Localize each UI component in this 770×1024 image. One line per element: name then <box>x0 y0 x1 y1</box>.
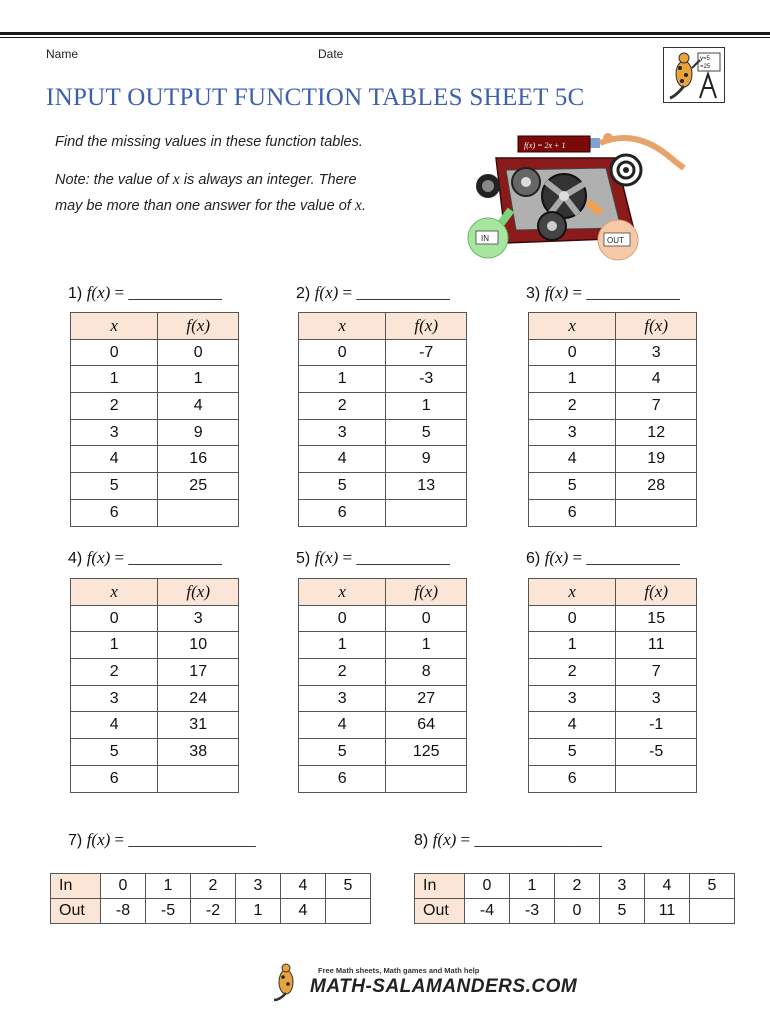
input-cell: 4 <box>281 874 326 899</box>
instruction-note <box>55 167 366 219</box>
output-cell: 7 <box>616 393 697 420</box>
table-row <box>529 685 697 712</box>
input-cell: 3 <box>71 419 158 446</box>
input-cell: 2 <box>191 874 236 899</box>
answer-blank[interactable]: = ___________ <box>338 283 450 302</box>
table-row <box>529 632 697 659</box>
header-x: x <box>71 579 158 606</box>
input-cell: 3 <box>529 685 616 712</box>
output-cell: 4 <box>158 393 239 420</box>
input-cell: 4 <box>529 446 616 473</box>
input-cell: 1 <box>299 632 386 659</box>
footer-logo <box>270 962 578 1002</box>
table-row <box>299 605 467 632</box>
input-cell: 1 <box>510 874 555 899</box>
table-header-row <box>529 579 697 606</box>
output-cell: 15 <box>616 605 697 632</box>
question-number: 8) <box>414 832 429 849</box>
table-row <box>299 632 467 659</box>
salamander-logo <box>663 47 725 103</box>
table-row <box>71 712 239 739</box>
table-header-row <box>529 313 697 340</box>
input-cell: 4 <box>299 446 386 473</box>
table-header-row <box>71 313 239 340</box>
function-notation: f(x) <box>544 283 569 302</box>
engine-gear-icon <box>512 168 540 196</box>
output-cell: 1 <box>386 632 467 659</box>
input-cell: 4 <box>529 712 616 739</box>
table-row <box>299 739 467 766</box>
output-cell: 0 <box>386 605 467 632</box>
function-notation: f(x) <box>86 830 111 849</box>
input-cell: 0 <box>71 339 158 366</box>
input-cell: 5 <box>299 473 386 500</box>
input-cell: 5 <box>326 874 371 899</box>
machine-formula: f(x) = 2x + 1 <box>524 141 566 150</box>
table-row <box>71 339 239 366</box>
output-cell: 17 <box>158 659 239 686</box>
input-cell: 3 <box>299 419 386 446</box>
note-text: may be more than one answer for the value of <box>55 198 355 214</box>
input-cell: 4 <box>71 712 158 739</box>
output-cell: 19 <box>616 446 697 473</box>
input-cell: 0 <box>529 339 616 366</box>
output-cell: 31 <box>158 712 239 739</box>
output-cell: -5 <box>616 739 697 766</box>
header-fx: f(x) <box>616 579 697 606</box>
question-number: 2) <box>296 285 311 302</box>
output-cell: 5 <box>600 899 645 924</box>
output-cell: -4 <box>465 899 510 924</box>
input-cell: 0 <box>465 874 510 899</box>
table-row <box>71 499 239 526</box>
table-row <box>529 712 697 739</box>
function-table <box>298 312 467 527</box>
input-cell: 0 <box>71 605 158 632</box>
answer-blank[interactable]: = ___________ <box>110 548 222 567</box>
in-out-table <box>50 873 371 924</box>
top-rule-thin <box>0 37 770 38</box>
input-cell: 5 <box>529 473 616 500</box>
function-table <box>70 578 239 793</box>
table-row <box>299 765 467 792</box>
header-fx: f(x) <box>158 579 239 606</box>
table-row <box>529 739 697 766</box>
input-cell: 4 <box>71 446 158 473</box>
note-text: . <box>361 198 366 214</box>
answer-blank[interactable]: = ___________ <box>568 283 680 302</box>
output-cell[interactable] <box>326 899 371 924</box>
input-cell: 1 <box>299 366 386 393</box>
question-label <box>296 283 450 303</box>
output-row <box>51 899 371 924</box>
table-row <box>299 393 467 420</box>
function-notation: f(x) <box>86 548 111 567</box>
output-cell: 27 <box>386 685 467 712</box>
table-row <box>299 446 467 473</box>
table-row <box>299 499 467 526</box>
table-row <box>71 632 239 659</box>
out-label: Out <box>415 899 465 924</box>
input-cell: 6 <box>299 765 386 792</box>
table-row <box>299 712 467 739</box>
input-cell: 5 <box>71 739 158 766</box>
table-row <box>71 393 239 420</box>
output-cell: 11 <box>645 899 690 924</box>
table-header-row <box>71 579 239 606</box>
question-label <box>526 283 680 303</box>
note-variable: x <box>354 197 362 214</box>
table-row <box>529 765 697 792</box>
function-table <box>528 312 697 527</box>
output-cell: 13 <box>386 473 467 500</box>
input-cell: 6 <box>71 765 158 792</box>
output-cell: 0 <box>158 339 239 366</box>
note-text: Note: the value of <box>55 172 173 188</box>
function-notation: f(x) <box>314 283 339 302</box>
header-fx: f(x) <box>616 313 697 340</box>
table-row <box>529 419 697 446</box>
output-cell: -3 <box>386 366 467 393</box>
input-cell: 0 <box>101 874 146 899</box>
answer-blank[interactable]: = ___________ <box>338 548 450 567</box>
output-cell: 10 <box>158 632 239 659</box>
input-cell: 3 <box>529 419 616 446</box>
input-cell: 1 <box>529 366 616 393</box>
input-cell: 6 <box>71 499 158 526</box>
input-row <box>415 874 735 899</box>
output-cell: 1 <box>158 366 239 393</box>
table-row <box>71 419 239 446</box>
output-cell: 3 <box>616 685 697 712</box>
input-cell: 4 <box>299 712 386 739</box>
input-cell: 3 <box>299 685 386 712</box>
table-row <box>299 419 467 446</box>
table-row <box>529 393 697 420</box>
footer-brand: MATH-SALAMANDERS.COM <box>310 976 578 997</box>
question-label <box>68 830 256 850</box>
input-cell: 6 <box>299 499 386 526</box>
salamander-footer-icon <box>270 962 310 1002</box>
question-label <box>68 548 222 568</box>
table-row <box>529 339 697 366</box>
header-x: x <box>299 313 386 340</box>
question-number: 6) <box>526 550 541 567</box>
output-cell: 125 <box>386 739 467 766</box>
output-cell: 11 <box>616 632 697 659</box>
input-cell: 5 <box>529 739 616 766</box>
output-cell: 1 <box>386 393 467 420</box>
output-cell: -5 <box>146 899 191 924</box>
output-cell: 0 <box>555 899 600 924</box>
input-cell: 5 <box>71 473 158 500</box>
in-out-table <box>414 873 735 924</box>
table-header-row <box>299 313 467 340</box>
input-cell: 1 <box>71 632 158 659</box>
output-cell: -8 <box>101 899 146 924</box>
header-fx: f(x) <box>158 313 239 340</box>
input-cell: 6 <box>529 765 616 792</box>
input-cell: 0 <box>299 339 386 366</box>
input-cell: 2 <box>71 393 158 420</box>
input-cell: 2 <box>299 659 386 686</box>
machine-out-label: OUT <box>607 236 624 245</box>
output-cell: 4 <box>616 366 697 393</box>
question-number: 5) <box>296 550 311 567</box>
function-table <box>528 578 697 793</box>
output-cell[interactable] <box>616 499 697 526</box>
answer-blank[interactable]: = ___________ <box>110 283 222 302</box>
header-x: x <box>529 579 616 606</box>
output-cell[interactable] <box>690 899 735 924</box>
output-cell: 8 <box>386 659 467 686</box>
top-rule <box>0 32 770 35</box>
function-notation: f(x) <box>432 830 457 849</box>
header-fx: f(x) <box>386 313 467 340</box>
in-label: In <box>415 874 465 899</box>
answer-blank[interactable]: = _______________ <box>456 830 602 849</box>
question-label <box>526 548 680 568</box>
table-row <box>71 685 239 712</box>
output-cell[interactable] <box>386 499 467 526</box>
output-cell: -2 <box>191 899 236 924</box>
input-row <box>51 874 371 899</box>
output-cell: 28 <box>616 473 697 500</box>
table-row <box>529 473 697 500</box>
output-cell: 7 <box>616 659 697 686</box>
input-cell: 6 <box>529 499 616 526</box>
table-row <box>71 765 239 792</box>
answer-blank[interactable]: = _______________ <box>110 830 256 849</box>
input-cell: 2 <box>71 659 158 686</box>
question-number: 4) <box>68 550 83 567</box>
svg-text:y=5: y=5 <box>700 56 710 62</box>
output-cell: 4 <box>281 899 326 924</box>
table-row <box>71 739 239 766</box>
output-cell: 9 <box>158 419 239 446</box>
function-notation: f(x) <box>314 548 339 567</box>
instruction-text: Find the missing values in these function tables. <box>55 134 363 150</box>
header-fx: f(x) <box>386 579 467 606</box>
header-x: x <box>71 313 158 340</box>
name-label: Name <box>46 47 79 61</box>
header-x: x <box>529 313 616 340</box>
input-cell: 1 <box>71 366 158 393</box>
question-number: 3) <box>526 285 541 302</box>
answer-blank[interactable]: = ___________ <box>568 548 680 567</box>
output-cell[interactable] <box>158 499 239 526</box>
input-cell: 4 <box>645 874 690 899</box>
page-title: INPUT OUTPUT FUNCTION TABLES SHEET 5C <box>46 84 585 111</box>
table-row <box>71 605 239 632</box>
header-x: x <box>299 579 386 606</box>
input-cell: 5 <box>299 739 386 766</box>
output-cell: -7 <box>386 339 467 366</box>
input-cell: 0 <box>299 605 386 632</box>
output-cell: 64 <box>386 712 467 739</box>
output-cell: 3 <box>616 339 697 366</box>
output-cell: 25 <box>158 473 239 500</box>
table-row <box>299 473 467 500</box>
machine-in-label: IN <box>481 234 489 243</box>
table-row <box>71 659 239 686</box>
input-cell: 2 <box>299 393 386 420</box>
table-row <box>71 446 239 473</box>
question-number: 1) <box>68 285 83 302</box>
function-machine-illustration <box>466 118 692 268</box>
in-label: In <box>51 874 101 899</box>
table-row <box>299 659 467 686</box>
table-row <box>529 659 697 686</box>
function-notation: f(x) <box>86 283 111 302</box>
note-variable: x <box>172 171 180 188</box>
input-cell: 2 <box>529 659 616 686</box>
output-cell: 1 <box>236 899 281 924</box>
input-cell: 1 <box>529 632 616 659</box>
table-row <box>299 366 467 393</box>
output-row <box>415 899 735 924</box>
input-cell: 3 <box>600 874 645 899</box>
function-table <box>70 312 239 527</box>
function-table <box>298 578 467 793</box>
output-cell: 9 <box>386 446 467 473</box>
output-cell: -1 <box>616 712 697 739</box>
output-cell[interactable] <box>158 765 239 792</box>
table-row <box>529 446 697 473</box>
out-label: Out <box>51 899 101 924</box>
table-row <box>71 366 239 393</box>
table-row <box>529 366 697 393</box>
table-row <box>529 605 697 632</box>
question-label <box>68 283 222 303</box>
output-cell: 24 <box>158 685 239 712</box>
question-label <box>414 830 602 850</box>
table-row <box>529 499 697 526</box>
input-cell: 2 <box>555 874 600 899</box>
output-cell: 3 <box>158 605 239 632</box>
output-cell: 12 <box>616 419 697 446</box>
input-cell: 5 <box>690 874 735 899</box>
svg-text:=25: =25 <box>700 64 711 70</box>
output-cell: 16 <box>158 446 239 473</box>
table-header-row <box>299 579 467 606</box>
input-cell: 0 <box>529 605 616 632</box>
output-cell: 5 <box>386 419 467 446</box>
output-cell[interactable] <box>386 765 467 792</box>
output-cell[interactable] <box>616 765 697 792</box>
input-cell: 2 <box>529 393 616 420</box>
note-text: is always an integer. There <box>179 172 357 188</box>
date-label: Date <box>318 47 344 61</box>
table-row <box>299 339 467 366</box>
output-cell: -3 <box>510 899 555 924</box>
table-row <box>299 685 467 712</box>
footer-tagline: Free Math sheets, Math games and Math help <box>318 966 480 975</box>
input-cell: 3 <box>236 874 281 899</box>
input-cell: 1 <box>146 874 191 899</box>
function-notation: f(x) <box>544 548 569 567</box>
question-label <box>296 548 450 568</box>
output-cell: 38 <box>158 739 239 766</box>
input-cell: 3 <box>71 685 158 712</box>
question-number: 7) <box>68 832 83 849</box>
table-row <box>71 473 239 500</box>
